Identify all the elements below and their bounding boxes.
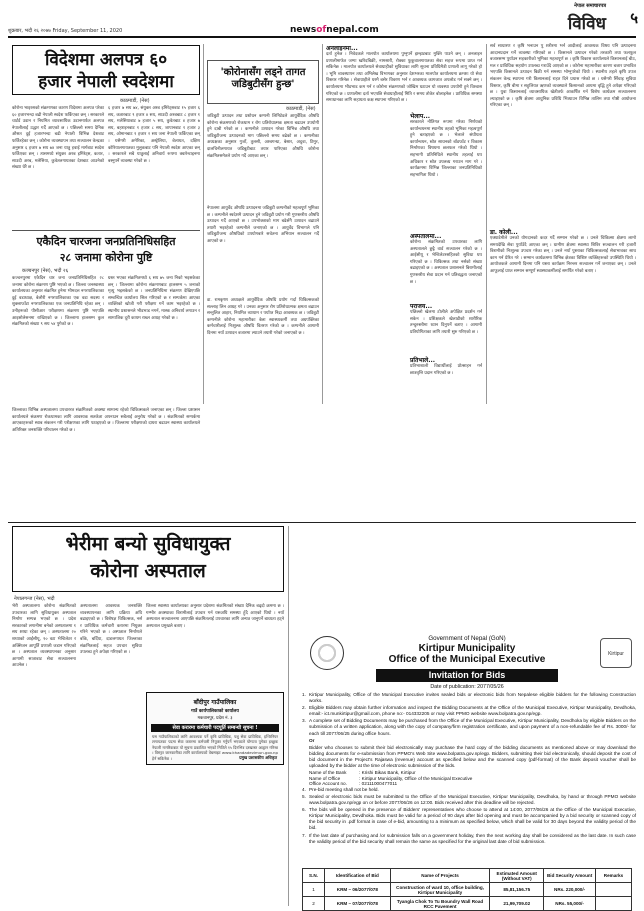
right-subhead-a[interactable]: अनलाइनमा... [326,45,358,52]
right-col-f: सर्व साधारण र कृषि भनाउन पु शरीरमा भर्न आदीलाई आवश्यक विषय पनि उत्पादनमा आदानप्रदान गर्ने व्यवस्था गरिएको छ । किसानले उत्पादन गरेको तरकारी तथा फलफूल बजारसम्म पुर्याउन सहकारीको भूमिका महत्वपूर्ण छ । कृषि विकास कार्यालयले किसानलाई बीउ, मल र प्राविधिक सहयोग उपलब्ध गराउँदै आएको छ । कोरोना महामारीका कारण बजार प्रभावित भएपछि किसानले उत्पादन बिक्री गर्न समस्या भोग्नुपरेको थियो । स्थानीय तहले कृषि उपज संकलन केन्द्र स्थापना गरी किसानलाई राहत दिने प्रयास गरेको छ । यसैगरी सिँचाइ सुविधा विस्तार, कृषि बीमा र सहुलियत ऋणको व्यवस्थाले किसानको आयमा वृद्धि हुने अपेक्षा गरिएको छ । युवा किसानलाई व्यावसायिक खेतीतर्फ आकर्षित गर्न विशेष कार्यक्रम सञ्चालनमा ल्याइएको छ । कृषि क्षेत्रमा आधुनिक प्रविधि भित्र्याउन विभिन्न तालिम तथा गोष्ठी आयोजना गरिएका छन् । [490,44,636,109]
bid-item-text: Pre-bid meeting shall not be held. [309,786,379,792]
table-cell: 2 [303,897,325,911]
quote-story-col2: नेपालमा आयुर्वेद औषधि उत्पादनमा जडिबुटी कम्पनीको महत्वपूर्ण भूमिका छ । कम्पनीले स्वदेशमै उत्पादन हुने जडिबुटी प्रयोग गरी गुणस्तरीय औषधि उत्पादन गर्दै आएको छ । उपभोक्ताको माग बढेसँगै उत्पादन बढाउने तयारी भइरहेको कम्पनीले जनाएको छ । आयुर्वेद विभागले पनि जडिबुटीजन्य औषधिको उपयोगबारे सचेतना अभियान सञ्चालन गर्दै आएको छ । [207,206,319,244]
issue-date: शुक्रबार, भदौ २६ २०७७ Friday, September 11, 2020 [8,28,123,34]
table-cell: Construction of ward 10, office building, Kirtipur Municipality [390,883,490,897]
bid-notice [290,632,644,910]
notice-body: यस गाउँपालिकाको लागि आवश्यक पर्ने कृषि प्राविधिक, पशु सेवा प्राविधिक, इन्जिनियर लगायतका पदमा सेवा करारमा कर्मचारी नियुक्त गर्नुपर्ने भएकाले योग्यता पुगेका इच्छुक नेपाली नागरिकबाट यो सूचना प्रकाशित भएको मितिले १५ दिनभित्र दरखास्त आह्वान गरिन्छ । विस्तृत जानकारीका लागि कार्यालयको वेबसाइट www.khandadevimun.gov.np हेर्न सकिनेछ । [152,734,278,761]
bid-item-text: A complete set of Bidding Documents may be purchased from the Office of the Municipal Executive, Kirtipur Municipality, Devdhoka by eligible Bidders on the submission of a written application, along with the copy of company/firm registration certificate, and upon payment of a non-refundable fee of Rs. 3000/- for each till 2077/06/25 during office hours. [309,718,636,736]
section-label-big: विविध [567,14,606,34]
table-cell: 21,99,709.02 [490,897,544,911]
right-col-g: एक्याडेमीले उनको योगदानको कदर गर्दै सम्मान गरेको छ । उनले चिकित्सा क्षेत्रमा लामो समयदेखि सेवा पुर्याउँदै आएका छन् । ग्रामीण क्षेत्रमा स्वास्थ्य शिविर सञ्चालन गरी हजारौं बिरामीको निःशुल्क उपचार गरेका छन् । उनले नयाँ पुस्ताका चिकित्सकलाई सेवाभावका साथ काम गर्न प्रेरित गरे । सम्मान कार्यक्रममा विभिन्न क्षेत्रका विशिष्ट व्यक्तिहरूको उपस्थिति थियो । आयोजकले आगामी दिनमा पनि यस्ता कार्यक्रम निरन्तर सञ्चालन गर्ने जनाएका छन् । उनले आफूलाई प्राप्त सम्मान सम्पूर्ण स्वास्थ्यकर्मीलाई समर्पित गरेको बताए । [490,236,636,274]
table-cell: Tyangla Chok To Tu Boundry Wall Road RCC Pavement [390,897,490,911]
bank-value: : Krishi Bikas Bank, Kirtipur [359,770,416,776]
story2-top-rule [12,230,200,231]
page-number: ५ [630,9,638,27]
bid-office: Office of the Municipal Executive [388,654,546,665]
right-subhead-e[interactable]: प्रतिभाले... [410,357,436,364]
story2-headline-line1[interactable]: एकैदिन चारजना जनप्रतिनिधिसहित [36,235,176,248]
table-header: Bid Security Amount [544,869,596,883]
table-header: Remarks [596,869,632,883]
story2-col1: कञ्चनपुरमा एकैदिन चार जना जनप्रतिनिधिसहित २८ जनामा कोरोना संक्रमण पुष्टि भएको छ । जिल्ला जनस्वास्थ्य कार्यालयका अनुसार संक्रमित हुनेमा भीमदत्त नगरपालिकाका दुई वडाध्यक्ष, बेलौरी नगरपालिकाका एक वडा सदस्य र शुक्लाफाँटा नगरपालिकाका एक जनप्रतिनिधि रहेका छन् । उनीहरूको पीसीआर परीक्षणमा संक्रमण पुष्टि भएपछि आइसोलेसनमा राखिएको छ । जिल्लामा हालसम्म कुल संक्रमितको संख्या ९ सय ५४ पुगेको छ । [12,276,104,328]
bid-item-text: Eligible Bidders may obtain further information and inspect the Bidding Documents at the Office of the Municipal Executive, Kirtipur Municipality, Devdhoka, email:- ict.munkirtipur@gmail.com, phone no:- 014332205 or may visit PPMO website www.bolpatra.gov.np/egp. [309,705,636,717]
story3-byline: नेपालगन्ज (नेस), भदौ [14,596,55,602]
quote-byline: काठमाडौं, (नेस) [286,106,316,112]
story1-col2: ६ हजार ७ सय ७४, संयुक्त अरब इमिरेट्सबाट १५ हजार ६ सय, कतारबाट ९ हजार ४ सय, साउदी अरबबाट ८ हजार १ सय, मलेसियाबाट ७ हजार ५ सय, कुवेतबाट ४ हजार ७ सय, बहराइनबाट १ हजार ८ सय, जापानबाट १ हजार ३ सय, ओमानबाट १ हजार २ सय जना नेपाली फर्किएका छन् । यसैगरी अमेरिका, अस्ट्रेलिया, बेलायत, दक्षिण कोरियालगायतका मुलुकबाट पनि नेपाली स्वदेश आएका छन् । सरकारले सबै यात्रुलाई अनिवार्य रूपमा क्वारेन्टाइनमा बस्नुपर्ने व्यवस्था गरेको छ । [108,106,200,164]
table-header-row [303,869,632,883]
story2-col2: ग्रस्त भएका संक्रमितमध्ये ६ सय ७५ जना निको भइसकेका छन् । जिल्लामा कोरोना संक्रमणबाट हालसम्म ५ जनाको मृत्यु भइसकेको छ । जनप्रतिनिधिमा संक्रमण देखिएपछि सम्बन्धित कार्यालय सिल गरिएको छ र सम्पर्कमा आएका व्यक्तिको खोजी गरी परीक्षण गर्ने काम भइरहेको छ । स्थानीय प्रशासनले भीडभाड नगर्न, मास्क अनिवार्य लगाउन र सामाजिक दूरी कायम राख्न आग्रह गरेको छ । [108,276,200,321]
story1-headline-line1[interactable]: विदेशमा अलपत्र ६० [44,50,168,70]
bid-item: 5. Sealed or electronic bids must be submitted to the Office of the Municipal Executive, Kirtipur Municipality, Devdhoka, by hand or through PPMO website www.bolpatra.gov.np/egp on or before 2077/06/26 on 12:00. Bids received after this deadline will be rejected. [302,794,636,806]
bank-value: : Kirtipur Municipality, Office of the Municipal Executive [359,775,473,781]
table-header: Estimated Amount (Without VAT) [490,869,544,883]
table-cell: 1 [303,883,325,897]
site-logo[interactable] [290,25,379,35]
table-row [303,897,632,911]
table-cell: 85,81,156.75 [490,883,544,897]
bank-value: : 02111000477011 [359,781,398,787]
story1-col1: कोरोना भाइरसको संक्रमणका कारण विदेशमा अलपत्र परेका ६० हजारभन्दा बढी नेपाली स्वदेश फर्किएका छन् । सरकारले चार्टर्ड उडान र नियमित व्यावसायिक उडानमार्फत अलपत्र नेपालीलाई उद्धार गर्दै आएको छ । पछिल्लो समय दैनिक औसत दुई हजारभन्दा बढी नेपाली विभिन्न देशबाट फर्किरहेका छन् । कोरोना व्यवस्थापन तथा सञ्चालन केन्द्रका अनुसार ६ हजार ७ सय ७४ जना यात्रु हवाई मार्गबाट स्वदेश फर्किएका छन् । त्यसमध्ये संयुक्त अरब इमिरेट्स, कतार, साउदी अरब, मलेसिया, कुवेतलगायतका देशबाट आउनेको संख्या धेरै छ । [12,106,104,171]
right-col-e: प्रतिभाशाली विद्यार्थीलाई प्रोत्साहन गर्न छात्रवृत्ति प्रदान गरिएको छ । [410,364,482,376]
column-divider [288,526,289,906]
logo-main: news [290,25,317,35]
vacancy-notice [146,692,284,765]
bid-municipality: Kirtipur Municipality [418,643,516,654]
right-subhead-d[interactable]: पराजय... [410,303,433,310]
bid-item-text: Sealed or electronic bids must be submitted to the Office of the Municipal Executive, Kirtipur Municipality, Devdhoka, by hand or through PPMO website www.bolpatra.gov.np/egp on or before 2077/06/26 on 12:00. Bids received after this deadline will be rejected. [309,794,636,806]
story2-headline-line2[interactable]: २८ जनामा कोरोना पुष्टि [59,251,153,264]
right-col-d: पछिल्लो खेलमा टोलीले अपेक्षित प्रदर्शन गर्न सकेन । प्रशिक्षकले खेलाडीको शारीरिक तन्दुरुस्तीमा ध्यान दिनुपर्ने बताए । आगामी प्रतियोगिताका लागि तयारी सुरु गरिएको छ । [410,310,482,335]
column-divider [486,44,487,404]
logo-rest: nepal.com [326,25,379,35]
bid-item-text: Kirtipur Municipality, Office of the Municipal Executive invites sealed bids or electronic bids from Nepalese eligible bidders for the following Construction works. [309,692,636,704]
story3-col3: जिल्ला स्वास्थ्य कार्यालयका अनुसार प्रदेशमा संक्रमितको संख्या दैनिक बढ्दो क्रममा छ । गम्भीर अवस्थाका बिरामीलाई उपचार गर्न यसअघि समस्या हुँदै आएको थियो । नयाँ अस्पताल सञ्चालनमा आएपछि संक्रमितलाई उपचारका लागि अन्यत्र जानुपर्ने बाध्यता हट्ने अस्पताल प्रमुखले बताए । [146,604,284,629]
bid-item-text: If the last date of purchasing and /or submission falls on a government holiday, then the next working day shall be considered as the last date. In such case the validity period of the bid security shall remain the same as specified for the original last date of bid submission. [309,832,636,844]
right-col-a: दर्ता हुनेछ । निवेदकले मालपोत कार्यालयमा पुग्नुपर्ने झन्झटबाट मुक्ति पाउने छन् । अनलाइन प्रणालीमार्फत जग्गा खरिदबिक्री, नामसारी, रोक्का फुकुवालगायतका सेवा सहज रूपमा प्राप्त गर्न सकिनेछ । मालपोत कार्यालयले सेवाग्राहीको सुविधाका लागि सूचना प्रविधिमैत्री प्रणाली लागू गरेको हो । भूमि व्यवस्थापन तथा अभिलेख विभागका अनुसार देशभरका मालपोत कार्यालयमा क्रमशः यो सेवा विस्तार गरिनेछ । सेवाग्राहीले घरमै बसेर विवरण भर्न र आवश्यक कागजात अपलोड गर्न सक्ने छन् । कार्यालयमा भीडभाड कम गर्न र कोरोना संक्रमणको जोखिम घटाउन यो व्यवस्था उपयोगी हुने विश्वास गरिएको छ । प्रणालीमा दर्ता भएपछि सेवाग्राहीलाई मिति र समय तोकेर बोलाइनेछ । प्राविधिक समस्या समाधानका लागि सहायता कक्ष स्थापना गरिएको छ । [326,52,482,104]
table-cell: NRs. 55,000/- [544,897,596,911]
bank-key: Name of Office [309,775,341,781]
notice-title: बाँदीपुर गाउँपालिका [193,699,237,706]
column-divider [203,44,204,404]
section-rule [8,522,636,523]
quote-story-col1: जडिबुटी उत्पादन तथा प्रशोधन कम्पनी लिमिटेडले आयुर्वेदिक औषधि कोरोना संक्रमणको रोकथाम र रोग प्रतिरोधात्मक क्षमता बढाउन उपयोगी हुने दाबी गरेको छ । कम्पनीले उत्पादन गरेका विभिन्न औषधि तथा जडिबुटीजन्य उत्पादनको माग पछिल्लो समय बढेको छ । कम्पनीका अध्यक्षका अनुसार गुर्जो, तुलसी, अश्वगन्धा, बेसार, अदुवा, टिमुर, दालचिनीलगायत जडिबुटीबाट तयार पारिएका औषधि कोरोना संक्रमितसमेतले प्रयोग गर्दै आएका छन् । [207,114,319,159]
bid-publication-date: Date of publication: 2077/05/26 [430,684,504,690]
table-cell: KRM – 06/2077/078 [324,883,390,897]
logo-accent: of [316,25,327,35]
bid-or: Or [309,737,315,743]
story3-col1: भेरी अस्पतालमा कोरोना संक्रमितको उपचारका लागि सुविधायुक्त अस्पताल निर्माण सम्पन्न भएको छ । प्रदेश सरकारको लगानीमा बनेको अस्पतालमा १ सय शय्या रहेका छन् । अस्पतालमा २० शय्याको आईसीयू, १० वटा भेन्टिलेटर र अक्सिजन आपूर्ति प्रणाली जडान गरिएको छ । अस्पताल व्यवस्थापनका अनुसार आगामी साताबाट सेवा सञ्चालनमा आउनेछ । [12,604,76,669]
quote-box [207,60,319,104]
story2-byline: कञ्चनपुर (नेस), भदौ २६ [22,268,69,274]
story2-col3: जिल्लाका विभिन्न अस्पतालमा उपचाररत संक्रमितको अवस्था सामान्य रहेको चिकित्सकले जनाएका छन् । जिल्ला प्रशासन कार्यालयले संक्रमण रोकथामका लागि आवश्यक सतर्कता अपनाउन सबैलाई अनुरोध गरेको छ । संक्रमितको सम्पर्कमा आएकाहरूको स्वाब संकलन गरी परीक्षणका लागि पठाइएको छ । जिल्लामा परीक्षणको दायरा बढाउन स्वास्थ्य कार्यालयले अतिरिक्त जनशक्ति परिचालन गरेको छ । [12,408,200,433]
table-header: Identification of Bid [324,869,390,883]
table-cell [596,883,632,897]
story1-byline: काठमाडौं, (नेस) [120,98,150,104]
story3-headline-box [12,526,284,592]
bid-items [302,692,636,846]
bid-item: 6. The bids will be opened in the presence of Bidders' representatives who choose to attend at 14:00, 2077/06/26 at the Office of the Municipal Executive, Kirtipur Municipality, Devdhoka. Bids must be valid for a period of 90 days after bid opening and must be accompanied by a bid security or scanned copy of the bid security in .pdf format in case of e-bid, amounting to a minimum as specified below, which shall be valid for 30 days beyond the validity period of the bid. [302,807,636,831]
bid-or-paragraph [302,745,636,769]
right-col-c: कोरोना संक्रमितको उपचारका लागि अस्पतालले छुट्टै वार्ड सञ्चालन गरेको छ । आईसीयू र भेन्टिलेटरसहितको सुविधा थप गरिएको छ । चिकित्सक तथा नर्सको संख्या बढाइएको छ । अस्पताल प्रशासनले बिरामीलाई गुणस्तरीय सेवा प्रदान गर्न प्रतिबद्धता जनाएको छ । [410,240,482,285]
bid-government: Government of Nepal (GoN) [428,635,506,642]
bid-item: 4. Pre-bid meeting shall not be held. [302,786,379,792]
right-subhead-g[interactable]: डा. कोली... [490,229,518,236]
masthead-rule [8,36,636,38]
right-col-b: सरकारले नीतिगत रूपमा गरेका निर्णयको कार्यान्वयनमा स्थानीय तहको भूमिका महत्वपूर्ण हुने बताइएको छ । भेलाले संघीयता कार्यान्वयन, स्रोत साधनको बाँडफाँट र विकास निर्माणका विषयमा छलफल गरेको थियो । सहभागी प्रतिनिधिले स्थानीय तहलाई थप अधिकार र स्रोत उपलब्ध गराउन माग गरे । कार्यक्रममा विभिन्न जिल्लाका जनप्रतिनिधिको सहभागिता थियो । [410,120,482,178]
column-divider [322,44,323,404]
notice-banner: सेवा करारमा कर्मचारी पदपूर्ति सम्बन्धी सूचना ! [151,724,279,732]
bid-item: 3. A complete set of Bidding Documents may be purchased from the Office of the Municipal Executive, Kirtipur Municipality, Devdhoka by eligible Bidders on the submission of a written application, along with the copy of company/firm registration certificate, and upon payment of a non-refundable fee of Rs. 3000/- for each till 2077/06/25 during office hours. [302,718,636,736]
bid-item: 2. Eligible Bidders may obtain further information and inspect the Bidding Documents at the Office of the Municipal Executive, Kirtipur Municipality, Devdhoka, email:- ict.munkirtipur@gmail.com, phone no:- 014332205 or may visit PPMO website www.bolpatra.gov.np/egp. [302,705,636,717]
section-label [544,3,626,33]
section-label-small: नेपाल समाचारपत्र [574,3,606,9]
bid-item-text: Bidder who chooses to submit their bid electronically may purchase the hard copy of the bidding documents as mentioned above or may download the bidding documents for e-submission from PPMO's Web Site www.bolpatra.gov.np/egp. Bidders, submitting their bid electronically, should deposit the cost of bid document in the Project's Rajaswa (revenue) account as specified below and the scanned copy (pdf-format) of the Bank deposit voucher shall be uploaded by the bidder at the time of electronic submission of the bids. [309,744,636,769]
bank-key: Office Account no. [309,781,347,787]
story1-headline-box [12,45,200,95]
bid-item: 1. Kirtipur Municipality, Office of the Municipal Executive invites sealed bids or electronic bids from Nepalese eligible bidders for the following Construction works. [302,692,636,704]
story3-headline-line1[interactable]: भेरीमा बन्यो सुविधायुक्त [65,533,231,555]
bid-item-text: The bids will be opened in the presence of Bidders' representatives who choose to attend at 14:00, 2077/06/26 at the Office of the Municipal Executive, Kirtipur Municipality, Devdhoka. Bids must be valid for a period of 90 days after bid opening and must be accompanied by a bid security or scanned copy of the bid security in .pdf format in case of e-bid, amounting to a minimum as specified below, which shall be valid for 30 days beyond the validity period of the bid. [309,807,636,831]
municipality-logo-icon: Kirtipur [600,638,632,668]
story3-headline-line2[interactable]: कोरोना अस्पताल [90,560,206,582]
story3-col2: अस्पतालमा आवश्यक जनशक्ति व्यवस्थापनका लागि प्रक्रिया अघि बढाइएको छ । विशेषज्ञ चिकित्सक, नर्स र प्राविधिक कर्मचारी करारमा नियुक्त गरिने भएको छ । अस्पताल निर्माणले बाँके, बर्दिया, दाङलगायत जिल्लाका संक्रमितलाई सहज उपचार सुविधा उपलब्ध हुने अपेक्षा गरिएको छ । [80,604,142,656]
notice-signature: प्रमुख प्रशासकीय अधिकृत [239,755,277,760]
quote-text[interactable]: 'कोरोनासँग लड्ने तागत जडिबुटीसँग हुन्छ' [220,67,306,90]
bid-table [302,868,632,911]
bid-item: 7. If the last date of purchasing and /or submission falls on a government holiday, then the next working day shall be considered as the last date. In such case the validity period of the bid security shall remain the same as specified for the original last date of bid submission. [302,832,636,844]
bank-key: Name of the Bank [309,770,347,776]
story1-headline-line2[interactable]: हजार नेपाली स्वदेशमा [38,72,174,92]
table-row [303,883,632,897]
masthead [0,0,644,40]
quote-story-col3: डा. रामकृष्ण अध्यक्षले आयुर्वेदिक औषधि प्रयोग गर्दा चिकित्सकको सल्लाह लिन आग्रह गरे । उनका अनुसार रोग प्रतिरोधात्मक क्षमता बढाउन सन्तुलित आहार, नियमित व्यायाम र पर्याप्त निद्रा आवश्यक छ । जडिबुटी कम्पनीले कोरोना महामारीका बेला स्वास्थ्यकर्मी तथा अग्रपंक्तिका कर्मचारीलाई निःशुल्क औषधि वितरण गरेको छ । कम्पनीले आगामी दिनमा नयाँ उत्पादन बजारमा ल्याउने तयारी गरेको जनाएको छ । [207,298,319,336]
notice-subtitle: गाउँ कार्यपालिकाको कार्यालय [191,709,239,714]
table-header: Name of Projects [390,869,490,883]
table-header: S.N. [303,869,325,883]
right-subhead-b[interactable]: भेलाप... [410,113,431,120]
right-subhead-c[interactable]: अस्पतालमा... [410,233,442,240]
table-cell: NRs. 220,000/- [544,883,596,897]
table-cell: KRM – 07/2077/078 [324,897,390,911]
notice-address: मकवानपुर, प्रदेश नं. ३ [197,716,233,721]
table-cell [596,897,632,911]
bank-details [302,770,636,787]
bid-banner: Invitation for Bids [376,669,558,682]
